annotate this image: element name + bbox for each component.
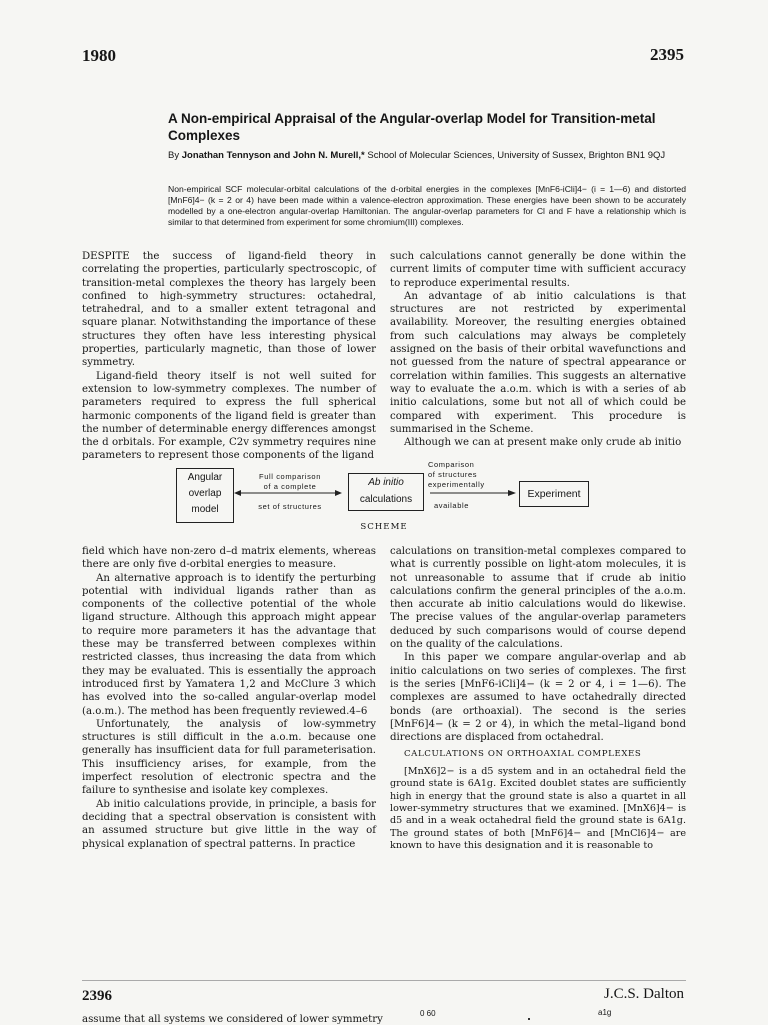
byline-by: By: [168, 150, 180, 161]
paragraph: [MnX6]2− is a d5 system and in an octahedral field the ground state is 6A1g. Excited doublet states are sufficiently high in energy that the ground state is also a quartet in all lower-symmetry structures that we examined. [MnX6]4− is d5 and in a weak octahedral field the ground state is 6A1g. The ground states of both [MnF6]4− and [MnCl6]4− are known to have this designation and it is reasonable to: [390, 765, 686, 852]
byline: [168, 150, 688, 162]
column-right-top: [390, 250, 686, 449]
figure-label-fragment: a1g: [598, 1008, 612, 1017]
article-title: A Non-empirical Appraisal of the Angular-overlap Model for Transition-metal Complexes: [168, 111, 656, 143]
authors: Jonathan Tennyson and John N. Murell,*: [181, 150, 365, 161]
journal-name: J.C.S. Dalton: [603, 986, 684, 1002]
paragraph: DESPITE the success of ligand-field theory in correlating the properties, particularly spectroscopic, of transition-metal complexes the theory has largely been confined to high-symmetry structures: octahedral, tetrahedral, and to a smaller extent tetragonal and square planar. Notwithstanding the importance of these structures they often have less interesting physical properties, particularly magnetic, than those of lower symmetry.: [82, 251, 376, 369]
arrow1-top-label: Full comparison of a complete: [259, 472, 321, 491]
double-arrow-icon: [234, 488, 342, 498]
paragraph: Ab initio calculations provide, in principle, a basis for deciding that a spectral observation is consistent with an assumed structure but give little in the way of physical explanation of spectral patterns. In practice: [82, 798, 376, 850]
experiment-box: Experiment: [519, 481, 589, 507]
column-right-bottom: [390, 545, 686, 853]
paragraph: An alternative approach is to identify the perturbing potential with individual ligands rather than as components of the collective potential of the whole ligand structure. Although this approach might appear to require more parameters it has the advantage that these may be transferred between complexes within restricted classes, thus increasing the data from which they may be evaluated. This is essentially the approach introduced first by Yamatera 1,2 and McClure 3 which has evolved into the so-called angular-overlap model (a.o.m.). The method has been frequently reviewed.4–6: [82, 572, 376, 717]
figure-axis-fragment: 0 60: [420, 1009, 436, 1018]
angular-overlap-model-box: Angular overlap model: [176, 468, 234, 523]
arrow2-bottom-label: available: [434, 501, 470, 510]
paragraph: An advantage of ab initio calculations is that structures are not restricted by experimental availability. Moreover, the resulting energies obtained from such calculations may always be completely assigned on the basis of their orbital wavefunctions and not guessed from the nature of spectral appearance or correlation within families. This suggests an alternative way to evaluate the a.o.m. which is with a series of ab initio calculations, some but not all of which could be compared with experiment. This procedure is summarised in the Scheme.: [390, 290, 686, 435]
paragraph: calculations on transition-metal complexes compared to what is currently possible on light-atom molecules, it is not unreasonable to assume that if crude ab initio calculations confirm the general principles of the a.o.m. then accurate ab initio calculations would do likewise. The precise values of the angular-overlap parameters deduced by such comparisons would of course depend on the quality of the calculations.: [390, 546, 686, 651]
column-left-bottom: [82, 545, 376, 851]
ab-initio-calculations-box: Ab initio calculations: [348, 473, 424, 511]
section-heading: CALCULATIONS ON ORTHOAXIAL COMPLEXES: [404, 749, 642, 760]
figure-dot: [528, 1018, 530, 1020]
affiliation: School of Molecular Sciences, University of Sussex, Brighton BN1 9QJ: [367, 150, 666, 161]
year-header: 1980: [82, 46, 116, 65]
paragraph: such calculations cannot generally be done within the current limits of computer time with sufficient accuracy to reproduce experimental results.: [390, 251, 686, 289]
paragraph: Ligand-field theory itself is not well suited for extension to low-symmetry complexes. The number of parameters required to express the full spherical harmonic components of the ligand field is greater than the number of determinable energy differences amongst the d orbitals. For example, C2v symmetry requires nine parameters to represent those components of the ligand: [82, 370, 376, 462]
next-page-first-line: assume that all systems we considered of lower symmetry: [82, 1014, 383, 1025]
paragraph: field which have non-zero d–d matrix elements, whereas there are only five d-orbital energies to measure.: [82, 546, 376, 571]
abstract: Non-empirical SCF molecular-orbital calculations of the d-orbital energies in the complexes [MnF6-iCli]4− (i = 1—6) and distorted [MnF6]4− (k = 2 or 4) have been made within a valence-electron approximation. These energies have been shown to be accurately modelled by a one-electron angular-overlap Hamiltonian. The angular-overlap parameters for Cl and F have a relationship which is similar to that determined from experiment for some chromium(III) complexes.: [168, 184, 686, 227]
page-divider: [82, 980, 686, 981]
next-page-number: 2396: [82, 988, 112, 1004]
paragraph: In this paper we compare angular-overlap and ab initio calculations on two series of complexes. The first is the series [MnF6-iCli]4− (k = 2 or 4, i = 1—6). The complexes are assumed to have octahedrally directed bonds (are orthoaxial). The second is the series [MnF6]4− (k = 2 or 4), in which the metal–ligand bond directions are displaced from octahedral.: [390, 652, 686, 744]
arrow2-top-label: Comparison of structures experimentally: [428, 460, 485, 489]
page-number-header: 2395: [650, 45, 684, 64]
paragraph: Although we can at present make only crude ab initio: [404, 437, 682, 449]
paragraph: Unfortunately, the analysis of low-symmetry structures is still difficult in the a.o.m. because one generally has insufficient data for full parameterisation. This insufficiency arises, for example, from the imperfect resolution of electronic spectra and the failure to synthesise and isolate key complexes.: [82, 718, 376, 797]
column-left-top: [82, 250, 376, 463]
right-arrow-icon: [428, 488, 516, 498]
arrow1-bottom-label: set of structures: [258, 502, 322, 511]
scheme-caption: SCHEME: [360, 522, 408, 532]
